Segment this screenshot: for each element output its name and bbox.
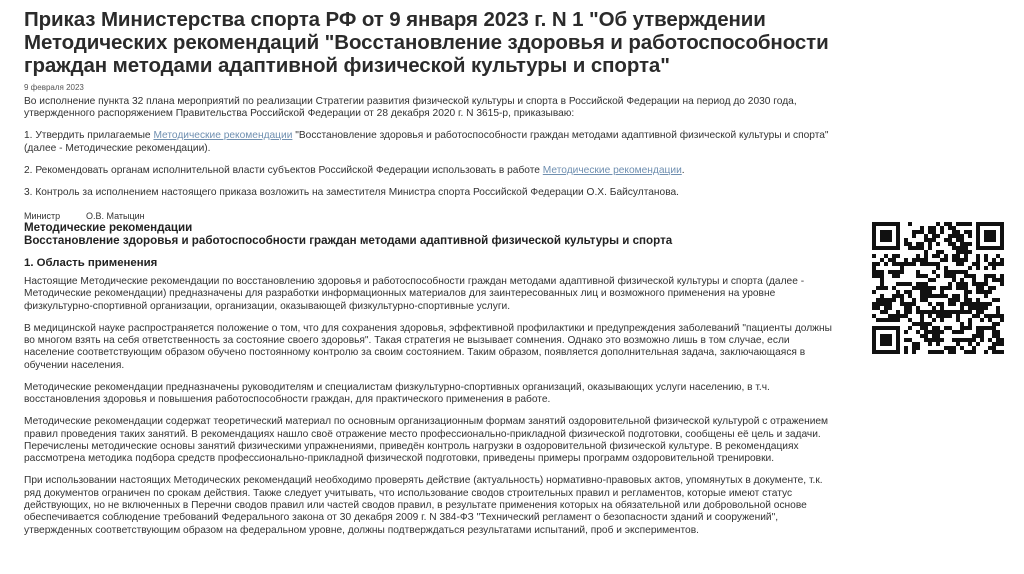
section-heading: 1. Область применения [24,256,158,269]
order-item-2: 2. Рекомендовать органам исполнительной власти субъектов Российской Федерации использовать в работе Методические рекомендации. [24,164,685,176]
body-paragraph: Методические рекомендации предназначены руководителям и специалистам физкультурно-спортивных организаций, оказывающих услуги населению, в т.ч. восстановления здоровья и повышения работоспособности граждан, для практического применения в работе. [24,381,770,406]
body-paragraph: В медицинской науке распространяется положение о том, что для сохранения здоровья, эффективной профилактики и предупреждения заболеваний "пациенты должны во многом взять на себя ответственность за состояние своего здоровья". Такая стратегия не вызывает сомнения. Однако это возможно лишь в том случае, если население соответствующим образом обучено постоянному контролю за своим состоянием. Таким образом, появляется дополнительная задача, заключающаяся в обучении населения. [24,322,832,371]
signature-role: Министр [24,210,61,221]
annex-title: Методические рекомендации [24,220,193,234]
document [24,8,834,547]
page-title: Приказ Министерства спорта РФ от 9 января 2023 г. N 1 "Об утверждении Методических рекомендаций "Восстановление здоровья и работоспособности граждан методами адаптивной физической культуры и спорта" [24,8,829,77]
body-paragraph: При использовании настоящих Методических рекомендаций необходимо проверять действие (актуальность) нормативно-правовых актов, упомянутых в документе, т.к. ряд документов ограничен по срокам действия. Также следует учитывать, что использование сводов строительных правил и регламентов, которые имеют статус действующих, но не включенных в Перечни сводов правил или частей сводов правил, в результате применения которых на обязательной или добровольной основе обеспечивается соблюдение требований Федерального закона от 30 декабря 2009 г. N 384-ФЗ "Технический регламент о безопасности зданий и сооружений", утвержденных соответствующим образом на федеральном уровне, должны подтверждаться результатами испытаний, проб и экспериментов. [24,475,823,536]
qr-code [872,222,1004,354]
order-item-3: 3. Контроль за исполнением настоящего приказа возложить на заместителя Министра спорта Российской Федерации О.Х. Байсултанова. [24,186,680,198]
body-paragraph: Настоящие Методические рекомендации по восстановлению здоровья и работоспособности граждан методами адаптивной физической культуры и спорта (далее - Методические рекомендации) предназначены для разработки информационных материалов для заинтересованных лиц и возможного применения на уровне физкультурно-спортивной организации, организации, оказывающей физкультурно-спортивные услуги. [24,275,805,312]
intro-paragraph: Во исполнение пункта 32 плана мероприятий по реализации Стратегии развития физической культуры и спорта в Российской Федерации на период до 2030 года, утвержденного распоряжением Правительства Российской Федерации от 28 декабря 2020 г. N 3615-р, приказываю: [24,96,797,120]
guidelines-link[interactable]: Методические рекомендации [542,164,682,176]
body-paragraph: Методические рекомендации содержат теоретический материал по основным организационным формам занятий оздоровительной физической культурой с отражением правил проведения таких занятий. В рекомендациях нашло своё отражение место профессионально-прикладной физической подготовки, сообщены её цель и задачи. Перечислены методические основы занятий физическими упражнениями, приведён контроль нагрузки в оздоровительной физической культуре. В рекомендациях рассмотрена методика подбора средств профессионально-прикладной физической подготовки, приведены примеры программ оздоровительной тренировки. [24,416,829,465]
annex-subtitle: Восстановление здоровья и работоспособности граждан методами адаптивной физической культуры и спорта [24,233,673,247]
signature-name: О.В. Матыцин [86,210,145,221]
guidelines-link[interactable]: Методические рекомендации [153,130,293,142]
order-item-1: 1. Утвердить прилагаемые Методические рекомендации "Восстановление здоровья и работоспособности граждан методами адаптивной физической культуры и спорта" (далее - Методические рекомендации). [24,130,829,154]
publish-date: 9 февраля 2023 [24,83,84,92]
signature [24,211,834,221]
